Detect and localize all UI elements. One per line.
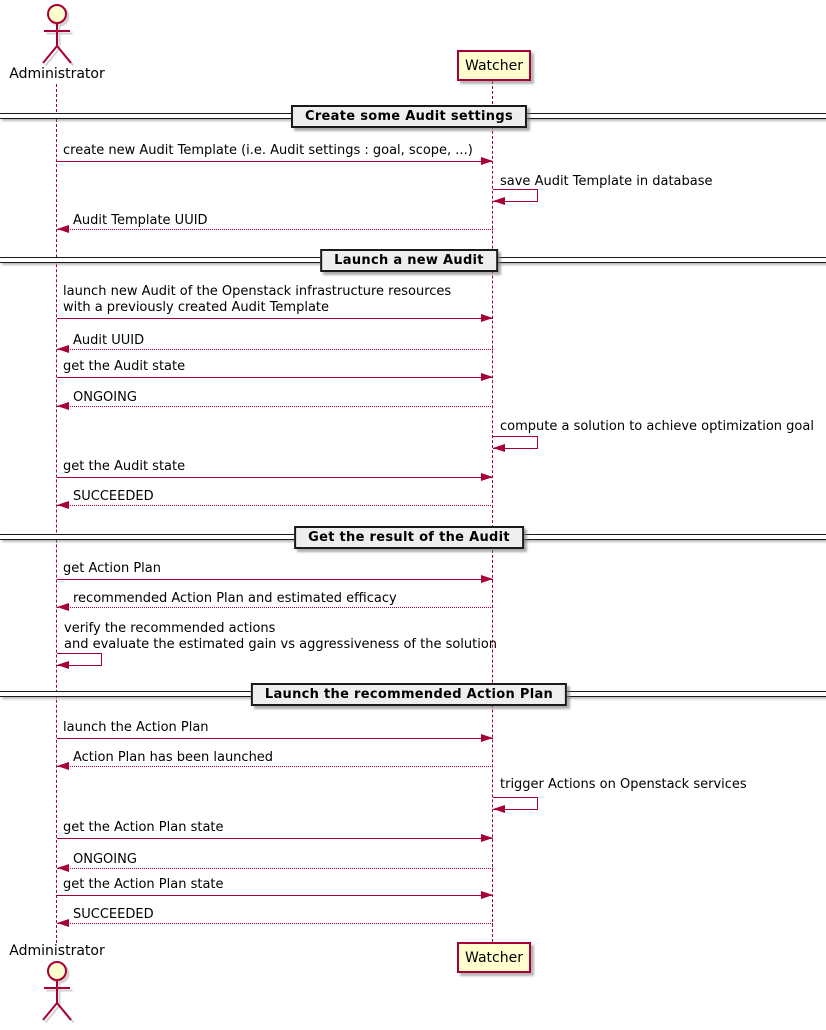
divider-label-box	[251, 683, 567, 706]
message-text-line: launch the Action Plan	[63, 720, 209, 735]
message-text-line: get Action Plan	[63, 561, 161, 576]
message-text-line: ONGOING	[73, 852, 137, 867]
arrowhead-left-icon	[493, 805, 505, 813]
message-request-line	[57, 161, 493, 162]
message-text	[73, 333, 144, 349]
message-text-line: trigger Actions on Openstack services	[500, 777, 747, 792]
arrowhead-right-icon	[481, 575, 493, 583]
message-request-line	[57, 895, 493, 896]
message-text-line: get the Action Plan state	[63, 877, 224, 892]
message-text	[73, 489, 154, 505]
divider-label-box	[291, 105, 527, 128]
message-request-line	[57, 579, 493, 580]
participant-watcher: Watcher	[457, 50, 531, 81]
self-message-text	[64, 621, 497, 653]
message-reply-line	[57, 868, 493, 869]
message-text-line: Action Plan has been launched	[73, 750, 274, 765]
message-text	[63, 143, 473, 159]
message-text	[63, 284, 451, 316]
arrowhead-right-icon	[481, 314, 493, 322]
message-text-line: ONGOING	[73, 390, 137, 405]
message-text-line: compute a solution to achieve optimization goal	[500, 419, 814, 434]
divider-label-box	[320, 249, 498, 272]
message-text-line: Audit Template UUID	[73, 213, 208, 228]
message-reply-line	[57, 229, 493, 230]
arrowhead-right-icon	[481, 157, 493, 165]
message-text	[73, 213, 208, 229]
actor-stick-figure-icon	[24, 959, 90, 1023]
message-text	[73, 591, 397, 607]
message-text	[63, 459, 185, 475]
message-text	[63, 820, 224, 836]
divider-label-text: Create some Audit settings	[304, 109, 514, 124]
message-reply-line	[57, 406, 493, 407]
message-text	[73, 907, 154, 923]
arrowhead-right-icon	[481, 734, 493, 742]
message-request-line	[57, 318, 493, 319]
message-text-line: get the Audit state	[63, 359, 186, 374]
arrowhead-left-icon	[57, 603, 69, 611]
arrowhead-left-icon	[57, 225, 69, 233]
actor-stick-figure-icon	[24, 2, 90, 66]
message-text-line: recommended Action Plan and estimated efficacy	[73, 591, 397, 606]
message-text-line: verify the recommended actions	[64, 621, 276, 636]
arrowhead-left-icon	[57, 345, 69, 353]
arrowhead-left-icon	[493, 197, 505, 205]
arrowhead-right-icon	[481, 891, 493, 899]
message-text-line: get the Audit state	[63, 459, 186, 474]
message-reply-line	[57, 766, 493, 767]
arrowhead-right-icon	[481, 834, 493, 842]
actor-label-administrator: Administrator	[9, 66, 105, 82]
message-text-line: with a previously created Audit Template	[63, 300, 330, 315]
message-text	[73, 852, 137, 868]
message-text-line: Audit UUID	[73, 333, 145, 348]
message-text-line: and evaluate the estimated gain vs aggressiveness of the solution	[64, 637, 498, 652]
participant-watcher: Watcher	[457, 942, 531, 973]
message-request-line	[57, 738, 493, 739]
message-request-line	[57, 377, 493, 378]
arrowhead-right-icon	[481, 373, 493, 381]
arrowhead-left-icon	[57, 661, 69, 669]
self-message-text	[500, 419, 814, 435]
message-text	[63, 561, 161, 577]
message-text	[63, 359, 185, 375]
divider-label-text: Get the result of the Audit	[308, 530, 510, 545]
actor-label-administrator: Administrator	[9, 943, 105, 959]
message-text-line: get the Action Plan state	[63, 820, 224, 835]
message-text-line: create new Audit Template (i.e. Audit settings : goal, scope, ...)	[63, 143, 473, 158]
arrowhead-left-icon	[57, 762, 69, 770]
message-reply-line	[57, 923, 493, 924]
message-text-line: SUCCEEDED	[73, 907, 154, 922]
message-text	[73, 390, 137, 406]
message-reply-line	[57, 607, 493, 608]
message-text-line: save Audit Template in database	[500, 174, 713, 189]
divider-label-text: Launch the recommended Action Plan	[264, 687, 554, 702]
arrowhead-left-icon	[57, 402, 69, 410]
message-text	[63, 877, 224, 893]
message-text-line: SUCCEEDED	[73, 489, 154, 504]
divider-label-box	[294, 526, 524, 549]
message-request-line	[57, 838, 493, 839]
arrowhead-left-icon	[493, 444, 505, 452]
divider-label-text: Launch a new Audit	[334, 253, 484, 268]
arrowhead-left-icon	[57, 919, 69, 927]
arrowhead-right-icon	[481, 473, 493, 481]
message-reply-line	[57, 349, 493, 350]
arrowhead-left-icon	[57, 864, 69, 872]
self-message-text	[500, 777, 747, 793]
message-request-line	[57, 477, 493, 478]
self-message-text	[500, 174, 713, 190]
message-reply-line	[57, 505, 493, 506]
message-text	[63, 720, 209, 736]
message-text-line: launch new Audit of the Openstack infrastructure resources	[63, 284, 452, 299]
arrowhead-left-icon	[57, 501, 69, 509]
message-text	[73, 750, 273, 766]
lifeline-administrator	[56, 84, 57, 943]
